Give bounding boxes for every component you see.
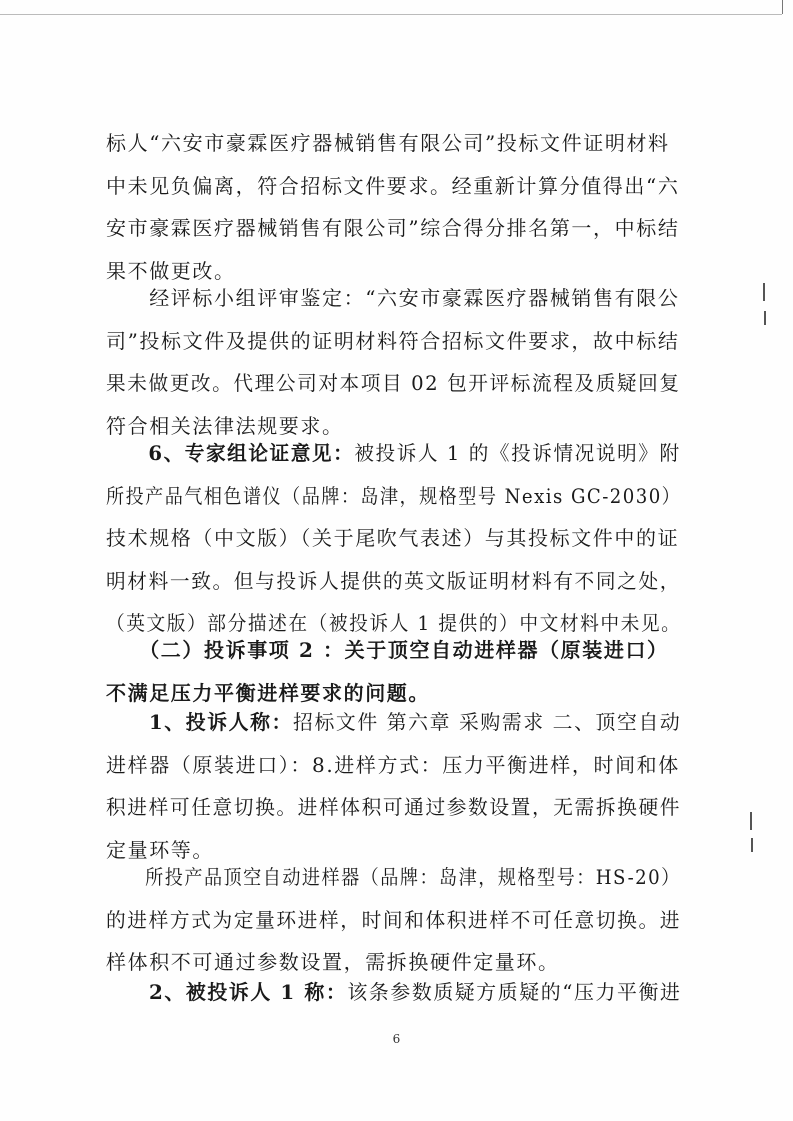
expert-opinion-text: 被投诉人 1 的《投诉情况说明》附 [354,441,681,465]
text-line-5: 经评标小组评审鉴定：“六安市豪霖医疗器械销售有限公 [106,286,680,310]
section-heading-complaint-2-cont: 不满足压力平衡进样要求的问题。 [106,681,430,705]
text-line-10: 所投产品气相色谱仪（品牌：岛津，规格型号 Nexis GC-2030） [106,484,682,508]
respondent-text: 该条参数质疑方质疑的“压力平衡进 [347,980,682,1004]
text-line-19: 定量环等。 [106,838,214,862]
text-line-3: 安市豪霖医疗器械销售有限公司”综合得分排名第一，中标结 [106,216,680,240]
text-line-6: 司”投标文件及提供的证明材料符合招标文件要求，故中标结 [106,329,680,353]
text-line-1: 标人“六安市豪霖医疗器械销售有限公司”投标文件证明材料 [106,131,670,155]
scan-mark-2 [764,311,766,325]
text-line-23 [106,977,682,1007]
text-line-21: 的进样方式为定量环进样，时间和体积进样不可任意切换。进 [106,908,682,932]
text-line-20: 所投产品顶空自动进样器（品牌：岛津，规格型号：HS-20） [106,865,681,889]
text-line-13: （英文版）部分描述在（被投诉人 1 提供的）中文材料中未见。 [106,611,682,635]
text-line-17: 进样器（原装进口）：8.进样方式：压力平衡进样，时间和体 [106,753,680,777]
page-number: 6 [392,1032,401,1046]
text-line-7: 果未做更改。代理公司对本项目 02 包开评标流程及质疑回复 [106,371,681,395]
text-line-18: 积进样可任意切换。进样体积可通过参数设置，无需拆换硬件 [106,795,682,819]
scan-border-top-edge [0,14,782,15]
scan-mark-3 [750,812,752,830]
text-line-22: 样体积不可通过参数设置，需拆换硬件定量环。 [106,950,560,974]
text-line-4: 果不做更改。 [106,259,236,283]
text-line-16 [106,707,682,737]
text-line-8: 符合相关法律法规要求。 [106,414,344,438]
section-heading-complaint-2: （二）投诉事项 2 ：关于顶空自动进样器（原装进口） [106,638,669,662]
scan-border-top-right [782,0,783,14]
text-line-2: 中未见负偏离，符合招标文件要求。经重新计算分值得出“六 [106,174,680,198]
text-line-11: 技术规格（中文版）（关于尾吹气表述）与其投标文件中的证 [106,526,680,550]
respondent-heading: 2、被投诉人 1 称： [106,980,348,1004]
text-line-9 [106,438,681,468]
complainant-heading: 1、投诉人称： [106,710,294,734]
expert-opinion-heading: 6、专家组论证意见： [106,441,355,465]
scan-mark-1 [763,283,765,301]
scan-mark-4 [751,838,753,852]
complainant-text: 招标文件 第六章 采购需求 二、顶空自动 [293,710,682,734]
text-line-12: 明材料一致。但与投诉人提供的英文版证明材料有不同之处， [106,569,682,593]
